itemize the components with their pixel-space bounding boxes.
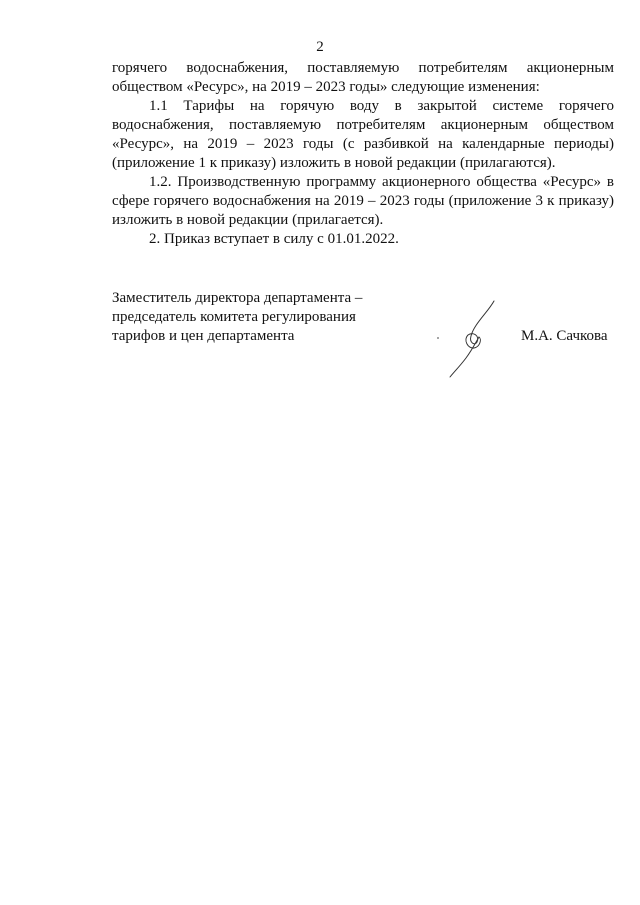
signatory-title — [112, 289, 392, 346]
handwritten-signature-icon — [444, 298, 504, 380]
signatory-name: М.А. Сачкова — [521, 328, 608, 344]
page-number: 2 — [316, 39, 324, 55]
paragraph-continuation: горячего водоснабжения, поставляемую потребителям акционерным обществом «Ресурс», на 2019 – 2023 годы» следующие изменения: — [112, 60, 614, 95]
paragraph-item-2: 2. Приказ вступает в силу с 01.01.2022. — [149, 231, 399, 247]
document-body — [112, 59, 614, 249]
signatory-title-line: тарифов и цен департамента — [112, 328, 295, 344]
signatory-title-line: председатель комитета регулирования — [112, 309, 356, 325]
paragraph-item-1-1: 1.1 Тарифы на горячую воду в закрытой системе горячего водоснабжения, поставляемую потребителям акционерным обществом «Ресурс», на 2019 – 2023 годы (с разбивкой на календарные периоды) (приложение 1 к приказу) изложить в новой редакции (прилагаются). — [112, 98, 614, 171]
paragraph-item-1-2: 1.2. Производственную программу акционерного общества «Ресурс» в сфере горячего водоснабжения на 2019 – 2023 годы (приложение 3 к приказу) изложить в новой редакции (прилагается). — [112, 174, 614, 228]
signatory-title-line: Заместитель директора департамента – — [112, 290, 363, 306]
scan-mark — [437, 337, 439, 339]
